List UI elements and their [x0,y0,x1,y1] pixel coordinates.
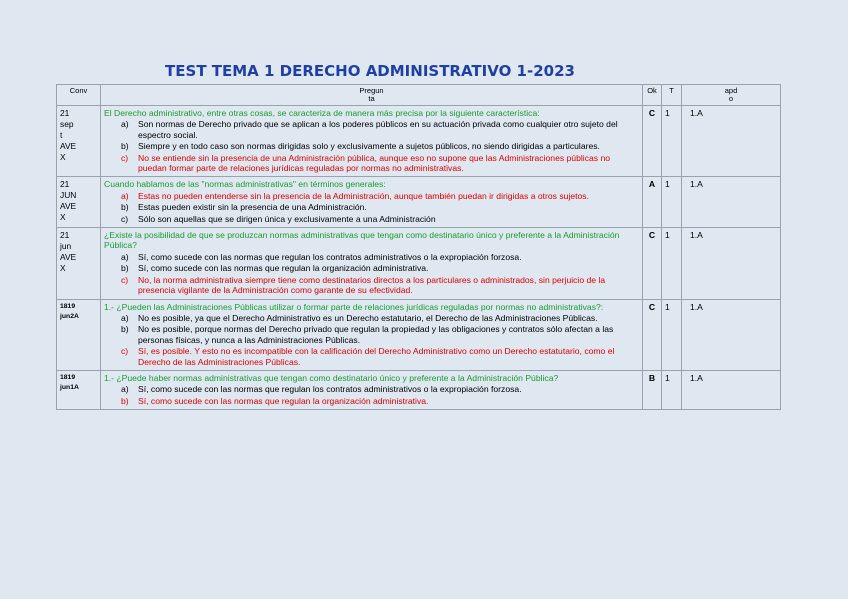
option-item [104,191,639,201]
conv-line: X [60,212,66,223]
option-text: No, la norma administrativa siempre tiene como destinatarios directos a los particulares o administrados, sin perjuicio de la presencia vigilante de la Administración como garante de su efectividad. [138,274,606,296]
option-letter: a) [121,384,129,395]
options-list [104,384,639,406]
cell-apdo: 1.A [682,370,781,409]
cell-ok: A [643,177,662,228]
conv-line: X [60,263,66,274]
cell-apdo: 1.A [682,299,781,370]
page-title: TEST TEMA 1 DERECHO ADMINISTRATIVO 1-2023 [165,62,575,80]
option-item [104,119,639,140]
conv-line: 1819 [60,302,76,310]
question-text: El Derecho administrativo, entre otras cosas, se caracteriza de manera más precisa por la siguiente característica: [104,108,540,118]
conv-line: jun1A [60,383,79,391]
question-text: 1.- ¿Puede haber normas administrativas que tengan como destinatario único y preferente a la Administración Pública? [104,372,559,383]
table-row [57,228,781,299]
option-letter: b) [121,324,129,335]
option-text: Estas pueden existir sin la presencia de una Administración. [138,202,367,213]
header-apdo [682,85,781,106]
table-row [57,299,781,370]
conv-line: sep [60,119,74,129]
option-item [104,214,639,224]
options-list [104,252,639,296]
question-text: Cuando hablamos de las "normas administrativas" en términos generales: [104,179,386,190]
option-text: Sí, como sucede con las normas que regulan la organización administrativa. [138,263,429,274]
option-letter: a) [121,119,129,130]
cell-apdo: 1.A [682,177,781,228]
cell-apdo: 1.A [682,106,781,177]
option-item [104,275,639,296]
option-letter: c) [121,346,129,357]
conv-line: 1819 [60,373,76,381]
cell-t: 1 [662,299,682,370]
option-letter: a) [121,312,129,323]
option-item [104,153,639,174]
header-apdo-line2: o [728,94,734,103]
option-text: Estas no pueden entenderse sin la presencia de la Administración, aunque también puedan ir dirigidas a otros sujetos. [138,190,589,201]
option-item [104,141,639,151]
cell-conv [57,228,101,299]
table-row [57,106,781,177]
option-letter: b) [121,202,129,213]
cell-t: 1 [662,228,682,299]
cell-question [101,228,643,299]
conv-line: t [60,130,63,140]
options-list [104,119,639,173]
cell-conv [57,106,101,177]
cell-ok: B [643,370,662,409]
option-letter: c) [121,274,129,285]
table-header [57,85,781,106]
question-text: ¿Existe la posibilidad de que se produzcan normas administrativas que tengan como destinatario único y preferente a la Administración Pública? [104,230,620,251]
option-letter: b) [121,141,129,152]
option-item [104,384,639,394]
options-list [104,313,639,367]
conv-line: AVE [60,252,77,263]
header-t: T [662,85,682,106]
option-text: Sólo son aquellas que se dirigen única y exclusivamente a una Administración [138,213,436,224]
option-letter: c) [121,152,129,163]
header-conv: Conv [57,85,101,106]
option-letter: a) [121,190,129,201]
option-text: No es posible, ya que el Derecho Administrativo es un Derecho estatutario, el Derecho de las Administraciones Públicas. [138,312,598,323]
conv-line: jun2A [60,312,79,320]
option-item [104,263,639,273]
option-item [104,252,639,262]
option-letter: a) [121,251,129,262]
option-text: Son normas de Derecho privado que se aplican a los poderes públicos en su actuación privada como cualquier otro sujeto del espectro social. [138,119,618,140]
cell-ok: C [643,106,662,177]
option-text: Sí, como sucede con las normas que regulan la organización administrativa. [138,395,429,406]
option-text: Sí, como sucede con las normas que regulan los contratos administrativos o la expropiación forzosa. [138,384,522,395]
header-ok: Ok [643,85,662,106]
questions-table [56,84,781,410]
options-list [104,191,639,224]
header-pregunta [101,85,643,106]
conv-line: JUN [60,190,77,201]
option-letter: b) [121,263,129,274]
option-text: No es posible, porque normas del Derecho privado que regulan la propiedad y las obligaciones y contratos sólo afectan a las personas físicas, y nunca a las Administraciones Públicas. [138,324,614,345]
option-item [104,346,639,367]
cell-apdo: 1.A [682,228,781,299]
cell-t: 1 [662,370,682,409]
table-row [57,177,781,228]
cell-t: 1 [662,177,682,228]
conv-line: 21 [60,230,70,241]
option-text: Sí, es posible. Y esto no es incompatible con la calificación del Derecho Administrativo como un Derecho estatutario, como el Derecho de las Administraciones Públicas. [138,346,615,367]
question-text: 1.- ¿Pueden las Administraciones Públicas utilizar o formar parte de relaciones jurídicas reguladas por normas no administrativas?: [104,301,604,312]
conv-line: X [60,152,66,162]
option-text: No se entiende sin la presencia de una Administración pública, aunque eso no supone que las Administraciones públicas no puedan formar parte de relaciones jurídicas reguladas por normas no administrativas. [138,152,611,174]
option-item [104,396,639,406]
cell-ok: C [643,299,662,370]
conv-line: 21 [60,108,70,118]
conv-line: jun [60,241,72,252]
cell-question [101,299,643,370]
header-pregunta-line2: ta [368,94,375,103]
cell-conv [57,370,101,409]
conv-line: AVE [60,201,77,212]
option-text: Sí, como sucede con las normas que regulan los contratos administrativos o la expropiación forzosa. [138,251,522,262]
header-apdo-line1: apd [724,86,738,95]
cell-conv [57,177,101,228]
cell-question [101,177,643,228]
option-item [104,202,639,212]
option-letter: c) [121,213,129,224]
option-letter: b) [121,395,129,406]
option-item [104,313,639,323]
conv-line: 21 [60,179,70,190]
table-row [57,370,781,409]
cell-question [101,106,643,177]
option-text: Siempre y en todo caso son normas dirigidas solo y exclusivamente a sujetos públicos, no siendo dirigidas a particulares. [138,141,600,152]
conv-line: AVE [60,141,77,151]
option-item [104,324,639,345]
cell-ok: C [643,228,662,299]
cell-question [101,370,643,409]
header-pregunta-line1: Pregun [359,86,384,95]
cell-t: 1 [662,106,682,177]
cell-conv [57,299,101,370]
